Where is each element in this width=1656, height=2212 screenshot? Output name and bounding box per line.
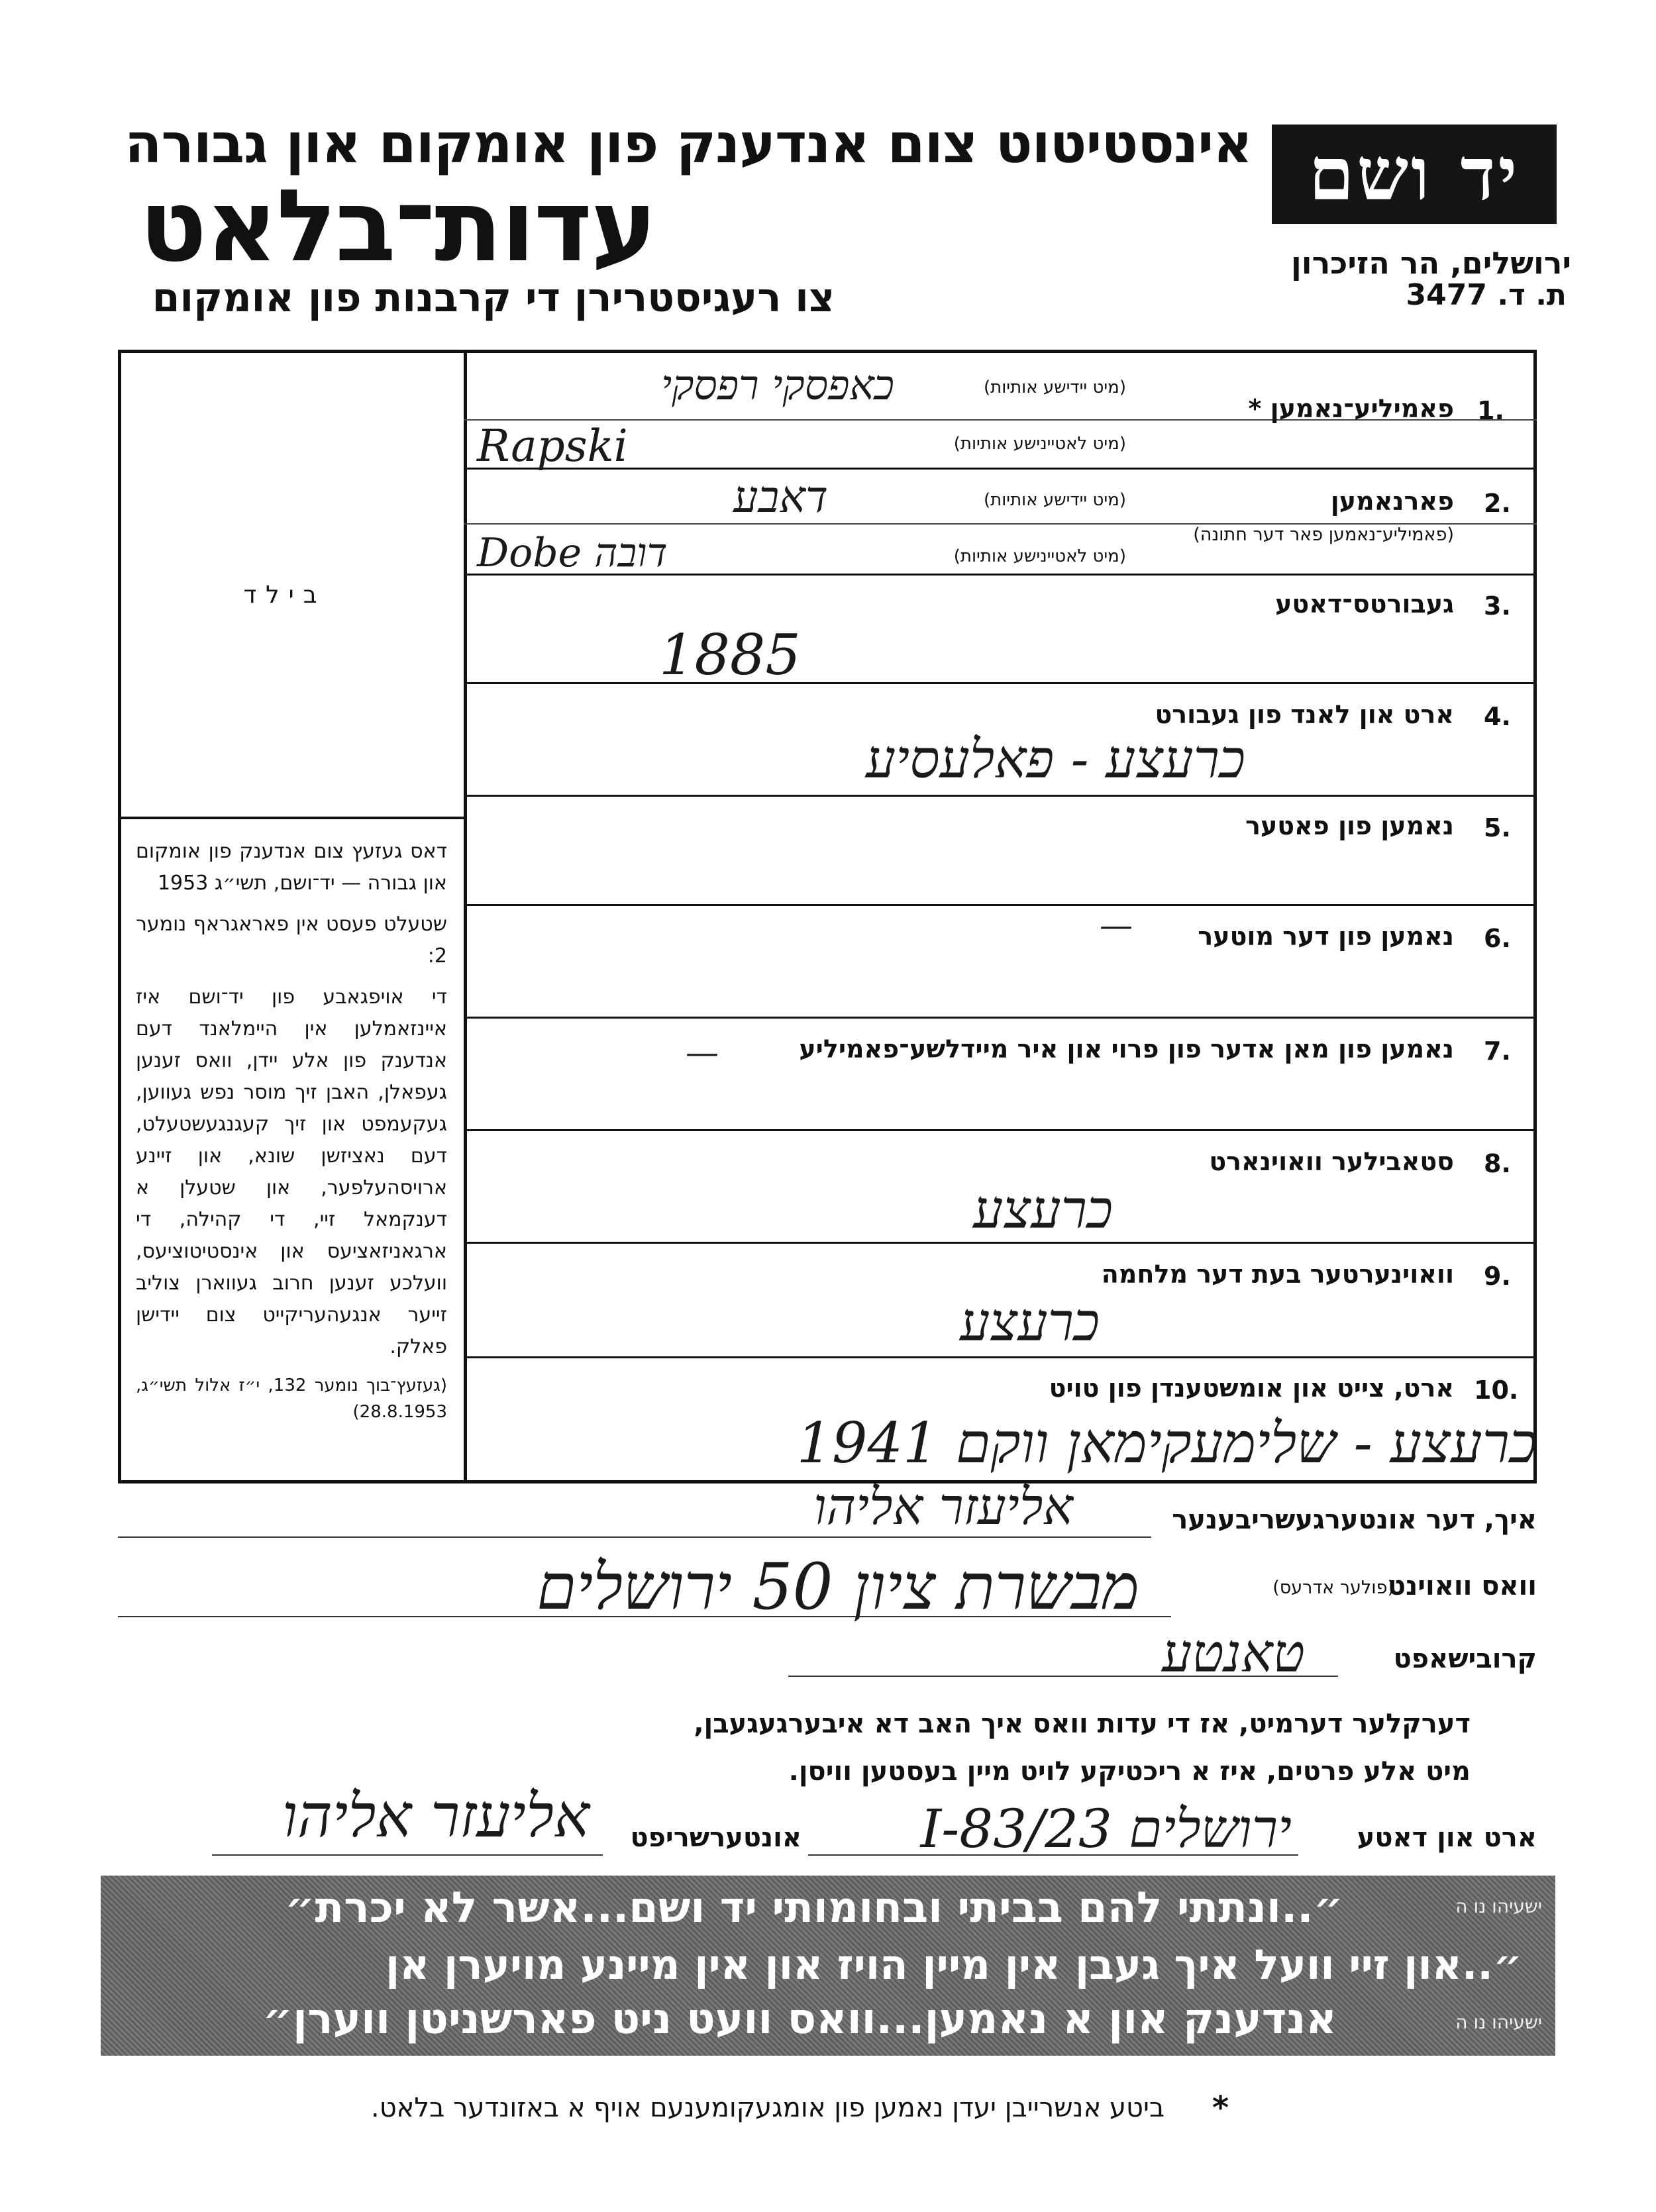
permanent-residence-value[interactable]: כרעצע [973,1179,1113,1240]
law-excerpt [136,836,447,1434]
law-text: די אויפגאבע פון יד־ושם איז איינזאמלען אין היימלאנד דעם אנדענק פון אלע יידן, וואס זענען געפאלן, האבן זיך מוסר נפש געווען, געקעמפט און זיך קעגנגעשטעלט, דעם נאציזשן שונא, און זיינע ארויסהעלפער, און שטעלן א דענקמאל זיי, די קהילה, די ארגאניזאציעס און אינסטיטוציעס, וועלכע זענען חרוב געווארן צוליב זייער אנגעהעריקייט צום יידישן פאלק. [136,985,447,1358]
birthplace-value[interactable]: כרעצע - פאלעסיע [865,729,1245,790]
verse-banner [101,1876,1555,2056]
verse-source: ישעיהו נו ה [1455,2011,1542,2033]
declaration-statement: דערקלער דערמיט, אז די עדות וואס איך האב דא איבערגעגעבן, [694,1709,1471,1739]
row-divider [464,1356,1537,1358]
footnote: ביטע אנשרייבן יעדן נאמען פון אומגעקומענעם אויף א באזונדער בלאט. [371,2093,1165,2123]
yiddish-letters-hint: (מיט יידישע אותיות) [983,377,1126,397]
undersigned-line [118,1536,1151,1538]
row-divider [464,1242,1537,1244]
family-name-latin-value[interactable]: Rapski [477,421,628,472]
birth-date-value[interactable]: 1885 [659,623,801,687]
birth-date-label: געבורטס־דאטע [1275,589,1454,619]
first-name-label: פארנאמען [1330,487,1454,516]
wartime-residence-label: וואוינערטער בעת דער מלחמה [1101,1260,1454,1289]
first-name-latin-value[interactable]: Dobe דובה [477,530,668,576]
po-box: ת. ד. 3477 [1406,278,1567,312]
spouse-name-value[interactable]: — [686,1033,719,1072]
signature-label: אונטערשריפט [630,1823,802,1853]
photo-box-divider [118,817,466,819]
field-number: 5. [1484,813,1511,842]
column-divider [464,350,467,1483]
verse-hebrew: ״..ונתתי להם בביתי ובחומותי יד ושם...אשר לא יכרת״ [285,1884,1343,1933]
photo-label: בילד [243,581,327,609]
signature-value[interactable]: אליעזר אליהו [282,1782,590,1851]
yad-vashem-logo: יד ושם [1272,125,1557,224]
row-divider [464,1129,1537,1131]
law-paragraph-ref: שטעלט פעסט אין פאראגראף נומער 2: [136,913,447,968]
field-number: 10. [1474,1376,1519,1405]
relation-label: קרובישאפט [1393,1644,1537,1674]
row-divider [464,904,1537,906]
latin-letters-hint: (מיט לאטיינישע אותיות) [953,546,1126,566]
field-number: 2. [1484,489,1511,518]
field-number: 1. [1477,396,1504,425]
mother-name-value[interactable]: — [1100,906,1133,944]
spouse-name-label: נאמען פון מאן אדער פון פרוי און איר מיידלשע־פאמיליע [799,1034,1454,1064]
mother-name-label: נאמען פון דער מוטער [1198,922,1454,951]
law-reference: (געזעץ־בוך נומער 132, י״ז אלול תשי״ג, 28.8.1953) [136,1376,447,1422]
death-circumstances-label: ארט, צייט און אומשטענדן פון טויט [1049,1374,1454,1403]
undersigned-value[interactable]: אליעזר אליהו [813,1477,1073,1536]
verse-source: ישעיהו נו ה [1455,1895,1542,1917]
yiddish-letters-hint: (מיט יידישע אותיות) [983,490,1126,510]
verse-yiddish-line1: ״..און זיי וועל איך געבן אין מיין הויז און אין מיינע מויערן אן [386,1940,1522,1989]
wartime-residence-value[interactable]: כרעצע [960,1291,1100,1353]
latin-letters-hint: (מיט לאטיינישע אותיות) [953,434,1126,454]
family-name-label: פאמיליע־נאמען * [1248,394,1454,423]
institute-heading: אינסטיטוט צום אנדענק פון אומקום און גבורה [125,113,1252,176]
footnote-asterisk: * [1212,2089,1229,2127]
row-divider [464,1017,1537,1019]
maiden-name-hint: (פאמיליע־נאמען פאר דער חתונה) [1193,525,1454,545]
undersigned-label: איך, דער אונטערגעשריבענער [1172,1505,1537,1535]
field-number: 8. [1484,1149,1511,1178]
row-divider [464,795,1537,797]
first-name-yiddish-value[interactable]: דאבע [733,472,828,523]
field-number: 7. [1484,1036,1511,1066]
row-divider [464,682,1537,684]
law-citation: דאס געזעץ צום אנדענק פון אומקום און גבורה — יד־ושם, תשי״ג 1953 [136,840,447,895]
address-hint: (פולער אדרעס) [1272,1578,1394,1598]
page-subtitle: צו רעגיסטרירן די קרבנות פון אומקום [152,275,835,321]
place-date-label: ארט און דאטע [1357,1823,1537,1853]
place-date-value[interactable]: ירושלים 23/I-83 [920,1798,1292,1860]
declaration-statement: מיט אלע פרטים, איז א ריכטיקע לויט מיין בעסטען וויסן. [788,1756,1471,1787]
page-title: עדות־בלאט [139,169,656,284]
birthplace-label: ארט און לאנד פון געבורט [1155,700,1454,729]
family-name-yiddish-value[interactable]: כאפסקי רפסקי [660,361,894,409]
institute-location: ירושלים, הר הזיכרון [1290,245,1571,281]
address-value[interactable]: מבשרת ציון 50 ירושלים [537,1550,1139,1624]
field-number: 6. [1484,924,1511,953]
permanent-residence-label: סטאבילער וואוינארט [1209,1147,1454,1176]
signature-line [212,1854,603,1856]
relation-value[interactable]: טאנטע [1162,1623,1305,1684]
field-number: 4. [1484,702,1511,731]
death-circumstances-value[interactable]: כרעצע - שלימעקימאן ווקם 1941 [796,1411,1537,1476]
verse-yiddish-line2: אנדענק און א נאמען...וואס וועט ניט פארשניטן ווערן״ [262,1995,1337,2044]
address-label: וואס וואוינט [1387,1571,1537,1601]
father-name-label: נאמען פון פאטער [1245,811,1454,840]
field-number: 9. [1484,1262,1511,1291]
field-number: 3. [1484,591,1511,621]
